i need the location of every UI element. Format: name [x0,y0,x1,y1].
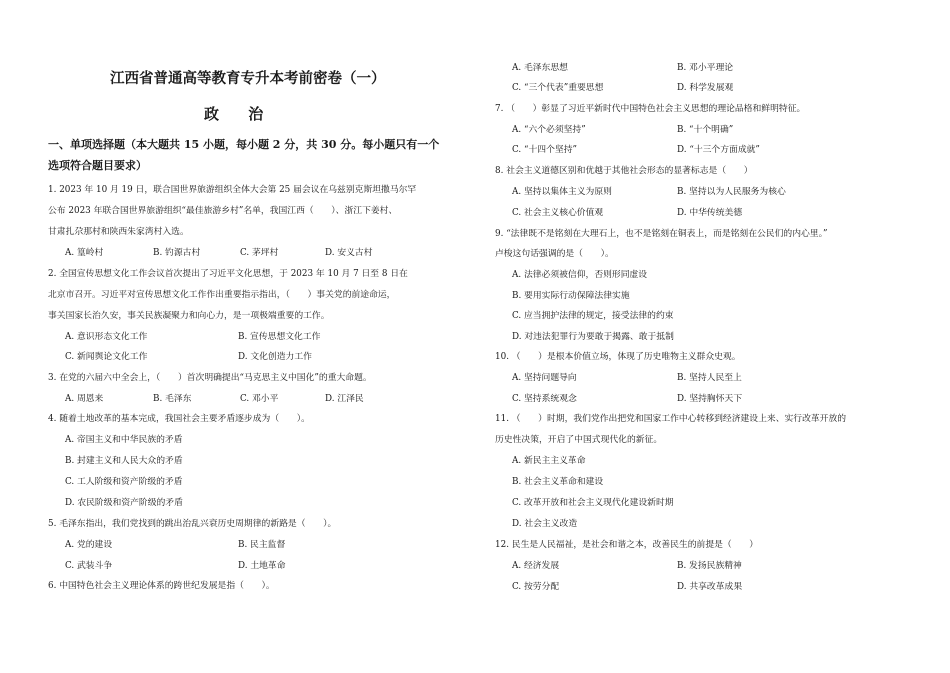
q2-option-c: C. 新闻舆论文化工作 [65,352,148,362]
q5-option-d: D. 土地革命 [238,561,286,571]
q8-option-d: D. 中华传统美德 [677,208,743,218]
question-2-line-1: 2. 全国宣传思想文化工作会议首次提出了习近平文化思想，于 2023 年 10 月 7 日至 8 日在 [48,269,408,279]
q3-option-a: A. 周恩来 [65,394,104,404]
question-2-line-2: 北京市召开。习近平对宣传思想文化工作作出重要指示指出，（ ）事关党的前途命运， [48,290,396,300]
q4-option-b: B. 封建主义和人民大众的矛盾 [65,456,183,466]
q6-option-a: A. 毛泽东思想 [512,63,568,73]
q10-option-c: C. 坚持系统观念 [512,394,577,404]
q5-option-b: B. 民主监督 [238,540,286,550]
q12-option-d: D. 共享改革成果 [677,582,743,592]
q4-option-a: A. 帝国主义和中华民族的矛盾 [65,435,183,445]
q12-option-b: B. 发扬民族精神 [677,561,742,571]
q9-option-b: B. 要用实际行动保障法律实施 [512,291,630,301]
q12-option-c: C. 按劳分配 [512,582,560,592]
question-2-line-3: 事关国家长治久安，事关民族凝聚力和向心力，是一项极端重要的工作。 [48,311,330,321]
q7-option-c: C. “十四个坚持” [512,145,577,155]
q11-option-d: D. 社会主义改造 [512,519,578,529]
q6-option-d: D. 科学发展观 [677,83,734,93]
q8-option-a: A. 坚持以集体主义为原则 [512,187,612,197]
q2-option-b: B. 宣传思想文化工作 [238,332,321,342]
q5-option-c: C. 武装斗争 [65,561,113,571]
q11-option-a: A. 新民主主义革命 [512,456,586,466]
q3-option-c: C. 邓小平 [240,394,279,404]
question-7: 7. （ ）彰显了习近平新时代中国特色社会主义思想的理论品格和鲜明特征。 [495,104,806,114]
q1-option-a: A. 篁岭村 [65,248,104,258]
question-5: 5. 毛泽东指出，我们党找到的跳出治乱兴衰历史周期律的新路是（ ）。 [48,519,337,529]
q4-option-c: C. 工人阶级和资产阶级的矛盾 [65,477,183,487]
question-1-line-2: 公布 2023 年联合国世界旅游组织“最佳旅游乡村”名单，我国江西（ ）、浙江下姜村、 [48,206,398,216]
question-8: 8. 社会主义道德区别和优越于其他社会形态的显著标志是（ ） [495,166,753,176]
q9-option-a: A. 法律必须被信仰，否则形同虚设 [512,270,648,280]
q4-option-d: D. 农民阶级和资产阶级的矛盾 [65,498,183,508]
q1-option-d: D. 安义古村 [325,248,373,258]
q11-option-b: B. 社会主义革命和建设 [512,477,604,487]
q2-option-d: D. 文化创造力工作 [238,352,312,362]
q5-option-a: A. 党的建设 [65,540,113,550]
q9-option-c: C. 应当拥护法律的规定，接受法律的约束 [512,311,674,321]
question-10: 10. （ ）是根本价值立场，体现了历史唯物主义群众史观。 [495,352,741,362]
q8-option-c: C. 社会主义核心价值观 [512,208,604,218]
question-11-line-1: 11. （ ）时期，我们党作出把党和国家工作中心转移到经济建设上来、实行改革开放的 [495,414,847,424]
q7-option-b: B. “十个明确” [677,125,734,135]
q10-option-d: D. 坚持胸怀天下 [677,394,743,404]
question-1-line-3: 甘肃扎尕那村和陕西朱家湾村入选。 [48,227,189,237]
q2-option-a: A. 意识形态文化工作 [65,332,148,342]
q6-option-b: B. 邓小平理论 [677,63,734,73]
question-11-line-2: 历史性决策，开启了中国式现代化的新征。 [495,435,663,445]
q1-option-c: C. 茅坪村 [240,248,279,258]
q3-option-b: B. 毛泽东 [153,394,192,404]
q3-option-d: D. 江泽民 [325,394,364,404]
question-6: 6. 中国特色社会主义理论体系的跨世纪发展是指（ ）。 [48,581,275,591]
q7-option-d: D. “十三个方面成就” [677,145,760,155]
q9-option-d: D. 对违法犯罪行为要敢于揭露、敢于抵制 [512,332,674,342]
q10-option-b: B. 坚持人民至上 [677,373,742,383]
q11-option-c: C. 改革开放和社会主义现代化建设新时期 [512,498,674,508]
q12-option-a: A. 经济发展 [512,561,560,571]
q1-option-b: B. 钓源古村 [153,248,201,258]
question-1-line-1: 1. 2023 年 10 月 19 日，联合国世界旅游组织全体大会第 25 届会议在乌兹别克斯坦撒马尔罕 [48,185,417,195]
question-9-line-2: 卢梭这句话强调的是（ ）。 [495,249,614,259]
question-3: 3. 在党的六届六中全会上，（ ）首次明确提出“马克思主义中国化”的重大命题。 [48,373,372,383]
q8-option-b: B. 坚持以为人民服务为核心 [677,187,786,197]
q10-option-a: A. 坚持问题导向 [512,373,577,383]
question-9-line-1: 9. “法律既不是铭刻在大理石上，也不是铭刻在铜表上，而是铭刻在公民们的内心里。” [495,229,828,239]
section-heading: 一、单项选择题（本大题共 15 小题，每小题 2 分，共 30 分。每小题只有一个选项符合题目要求） [48,138,440,172]
question-4: 4. 随着土地改革的基本完成，我国社会主要矛盾逐步成为（ ）。 [48,414,310,424]
q7-option-a: A. “六个必须坚持” [512,125,586,135]
exam-title: 江西省普通高等教育专升本考前密卷（一） [110,70,386,87]
q6-option-c: C. “三个代表”重要思想 [512,83,604,93]
question-12: 12. 民生是人民福祉，是社会和谐之本，改善民生的前提是（ ） [495,540,759,550]
subject-title: 政 治 [204,105,276,123]
